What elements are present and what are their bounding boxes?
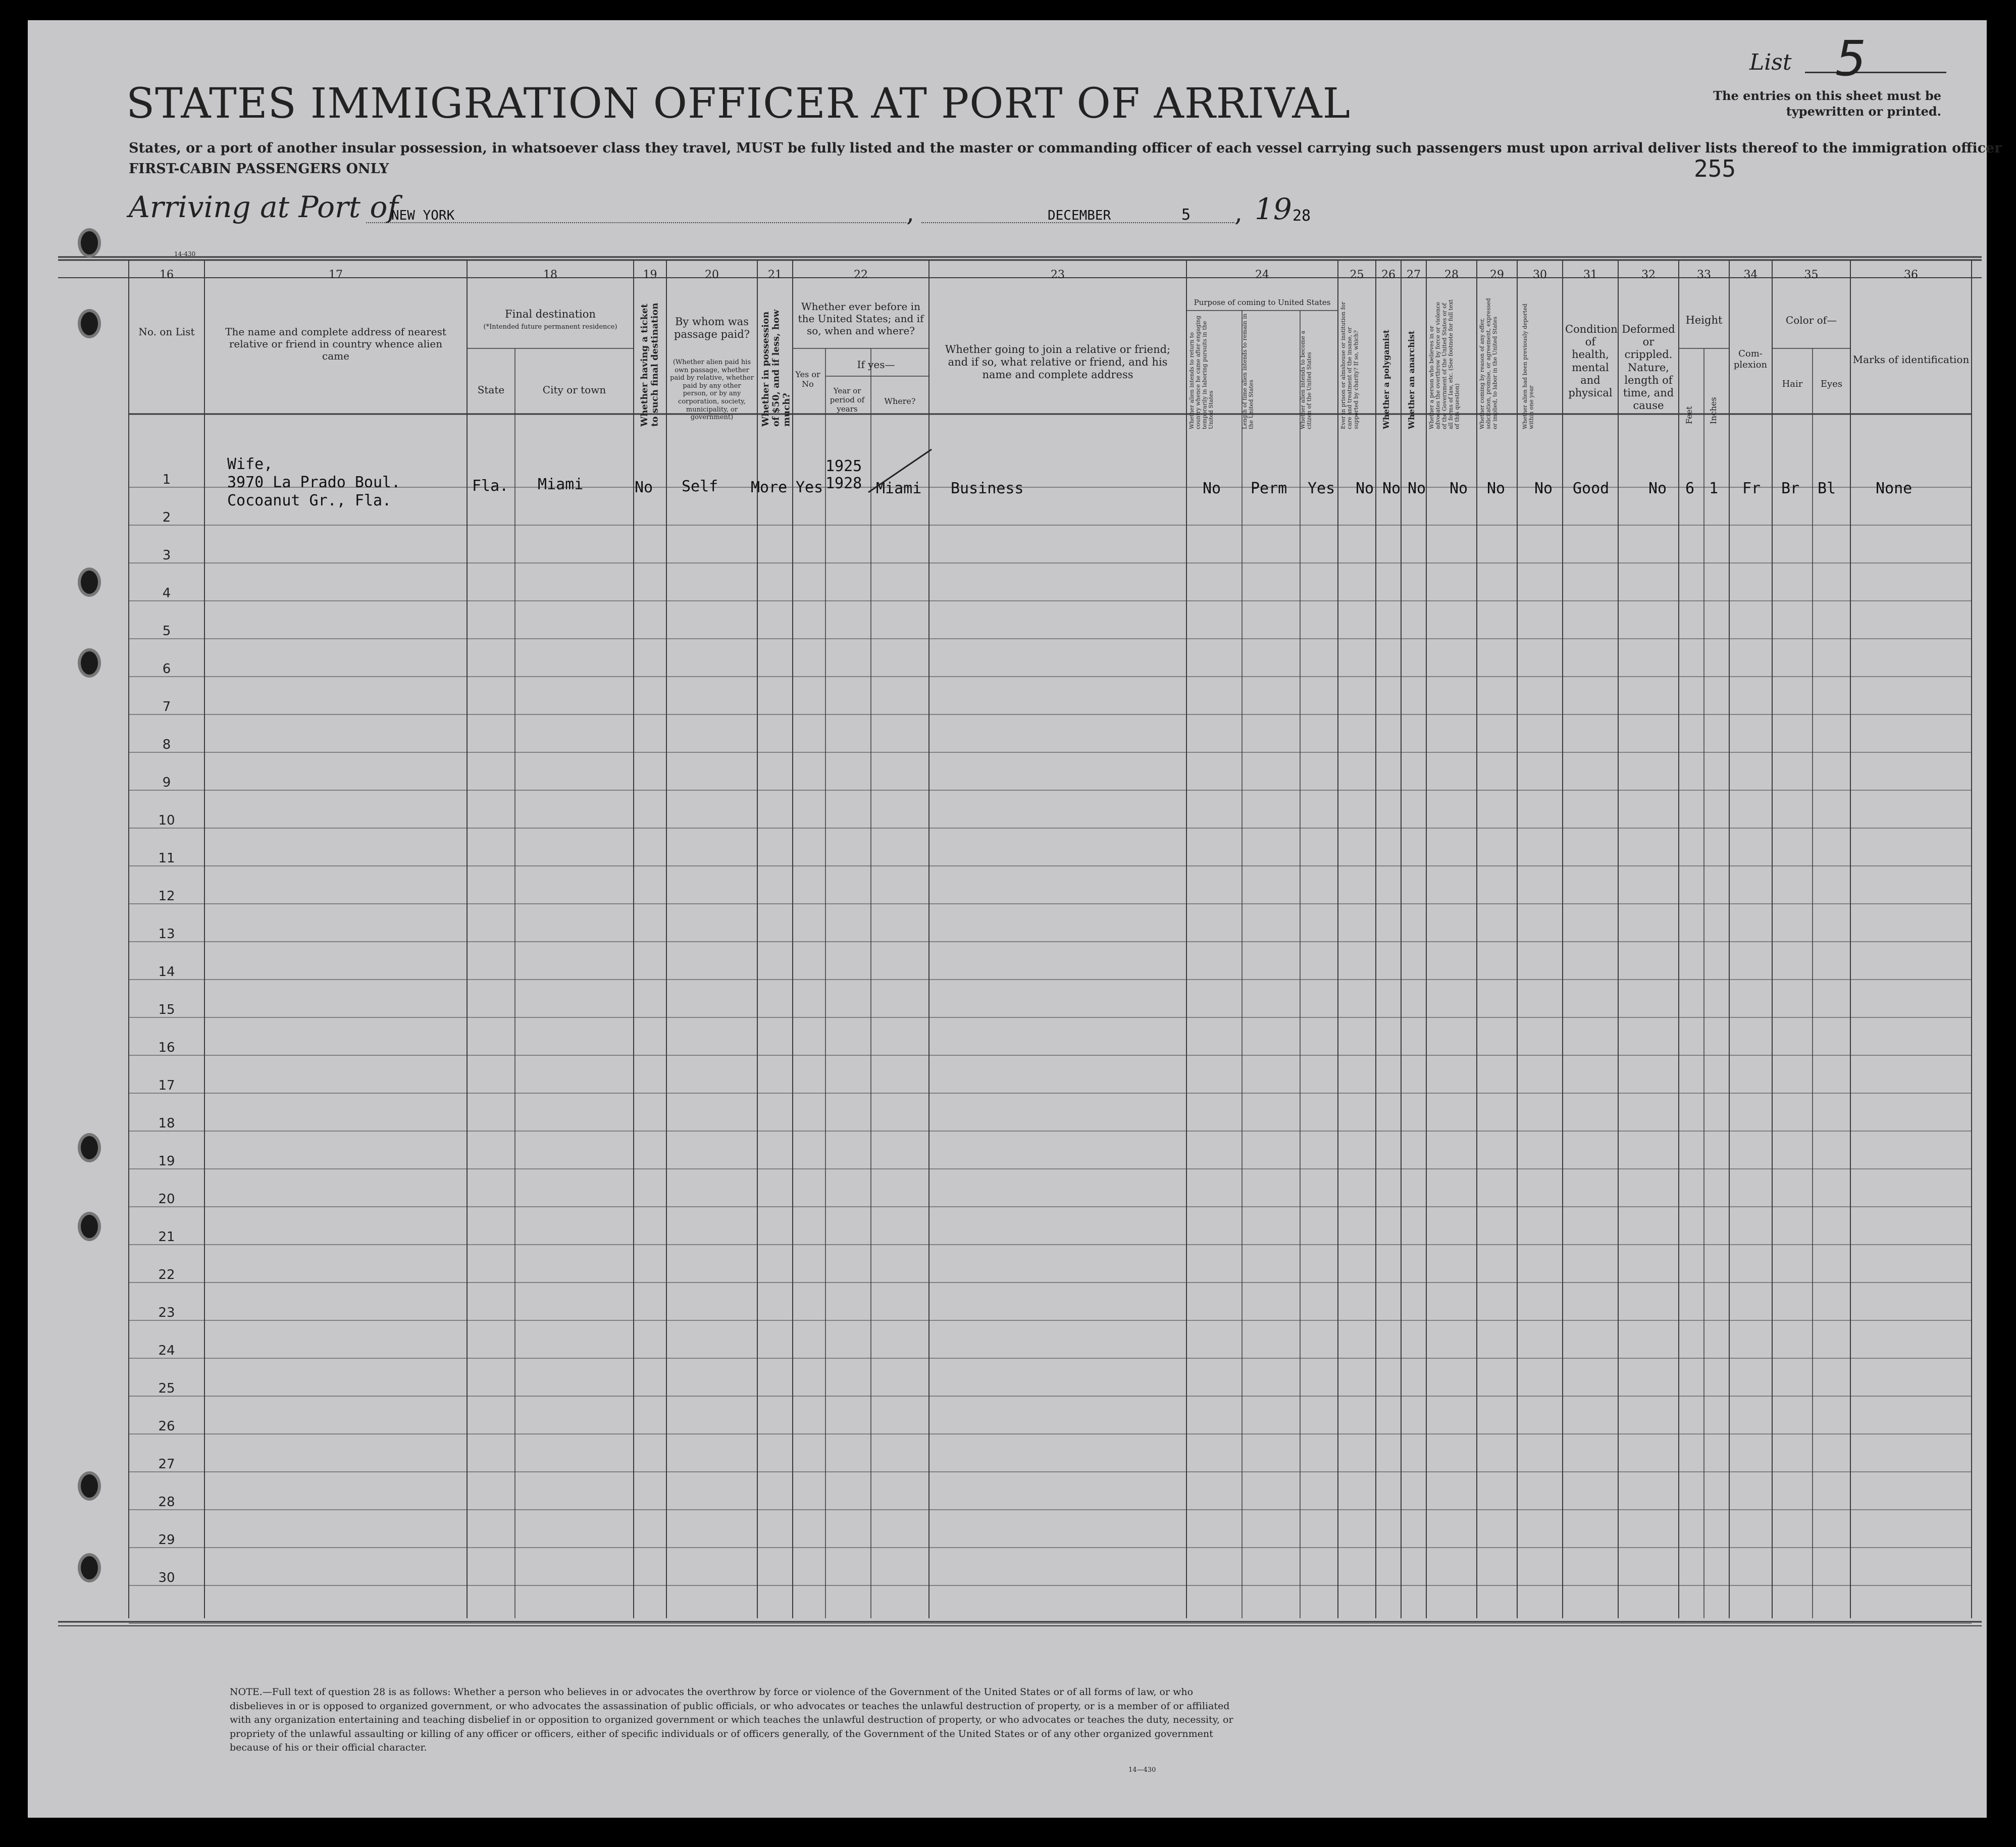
col-30-number: 30 <box>1533 269 1547 281</box>
col-33-inches: Inches <box>1709 397 1718 424</box>
col-32-label: Deformed or crippled. Nature, length of time, and cause <box>1622 323 1675 412</box>
month-value: DECEMBER <box>1048 208 1111 223</box>
col-17-number: 17 <box>329 269 343 281</box>
polygamist-value: No <box>1382 480 1401 497</box>
col-33-number: 33 <box>1697 269 1711 281</box>
col-26-number: 26 <box>1381 269 1395 281</box>
overthrow-value: No <box>1450 480 1468 497</box>
deported-value: No <box>1534 480 1553 497</box>
footnote-code: 14—430 <box>1128 1766 1156 1774</box>
col-21-number: 21 <box>768 269 782 281</box>
binder-hole-icon <box>78 568 101 597</box>
col-33-label: Height <box>1685 314 1723 326</box>
col-21-label: Whether in possession of $50, and if less, how much? <box>760 309 792 427</box>
passage-paid-value: Self <box>682 478 718 495</box>
manifest-sheet <box>28 20 2002 1818</box>
row-number: 28 <box>158 1495 175 1510</box>
row-number: 13 <box>158 927 175 942</box>
height-feet-value: 6 <box>1685 480 1695 497</box>
col-36-number: 36 <box>1904 269 1918 281</box>
binder-hole-icon <box>78 1471 101 1501</box>
col-33-feet: Feet <box>1684 406 1694 424</box>
labor-offer-value: No <box>1487 480 1506 497</box>
footnote: NOTE.—Full text of question 28 is as follows: Whether a person who believes in or advocates the overthrow by force or violence of the Government of the United States or of all forms of law, or who disbelieves in or is opposed to organized government, or who advocates the assassination of public officials, or who advocates or teaches the unlawful destruction of property, or is a member of or affiliated with any organization entertaining and teaching disbelief in or opposition to organized government or which teaches the unlawful destruction of property, or who advocates or teaches the duty, necessity, or propriety of the unlawful assaulting or killing of any officer or officers, either of specific individuals or of officers generally, of the Government of the United States or of any other organized government because of his or their official character. <box>230 1686 1233 1754</box>
row-number: 1 <box>162 472 171 487</box>
relative-line-3: Cocoanut Gr., Fla. <box>227 492 392 509</box>
col-19-number: 19 <box>643 269 657 281</box>
class-line: FIRST-CABIN PASSENGERS ONLY <box>129 161 389 177</box>
row-number: 7 <box>162 699 171 714</box>
col-34-label: Com-plexion <box>1733 348 1768 370</box>
day-value: 5 <box>1181 206 1191 224</box>
marks-value: None <box>1876 480 1912 497</box>
col-32-number: 32 <box>1641 269 1656 281</box>
instructions-text: States, or a port of another insular possession, in whatsoever class they travel, MUST be fully listed and the master or commanding officer of each vessel carrying such passengers must upon arrival deliver lists thereof to the immigration officer <box>129 140 2002 156</box>
money-value: More <box>751 479 788 496</box>
comma: , <box>906 198 914 227</box>
col-22-ifyes: If yes— <box>857 358 895 371</box>
prison-value: No <box>1356 480 1374 497</box>
row-number: 26 <box>158 1419 175 1434</box>
col-34-number: 34 <box>1743 269 1758 281</box>
comma-2: , <box>1234 198 1243 227</box>
col-18-label: Final destination <box>505 308 596 320</box>
col-24-return: Whether alien intends to return to country whence he came after engaging temporarily in laboring pursuits in the United States <box>1188 315 1214 429</box>
binder-hole-icon <box>78 648 101 678</box>
relative-line-2: 3970 La Prado Boul. <box>227 474 401 491</box>
deformed-value: No <box>1648 480 1667 497</box>
table-grid <box>28 20 1987 1818</box>
relative-line-1: Wife, <box>227 455 273 473</box>
col-35-label: Color of— <box>1785 314 1837 326</box>
row-number: 20 <box>158 1192 175 1207</box>
before-in-us-value: Yes <box>796 479 823 496</box>
row-number: 29 <box>158 1532 175 1548</box>
col-22-yesno: Yes or No <box>795 370 820 389</box>
city-value: Miami <box>538 476 584 493</box>
health-value: Good <box>1573 480 1610 497</box>
row-number: 24 <box>158 1343 175 1358</box>
col-22-label: Whether ever before in the United States; and if so, when and where? <box>798 300 924 337</box>
col-23-label: Whether going to join a relative or friend; and if so, what relative or friend, and his name and complete address <box>945 343 1171 381</box>
binder-hole-icon <box>78 309 101 338</box>
col-29-label: Whether coming by reason of any offer, solicitation, promise, or agreement, expressed or implied, to labor in the United States <box>1479 298 1498 429</box>
row-number: 25 <box>158 1381 175 1396</box>
row-number: 15 <box>158 1002 175 1017</box>
page-title: STATES IMMIGRATION OFFICER AT PORT OF ARRIVAL <box>126 80 1351 128</box>
ticket-value: No <box>635 479 653 496</box>
col-27-number: 27 <box>1407 269 1421 281</box>
binder-hole-icon <box>78 1212 101 1241</box>
citizen-intent-value: Yes <box>1308 480 1335 497</box>
year-suffix: 28 <box>1293 207 1311 225</box>
year-prefix: 19 <box>1255 192 1292 226</box>
row-number: 23 <box>158 1305 175 1320</box>
col-27-label: Whether an anarchist <box>1407 330 1416 429</box>
row-number: 27 <box>158 1457 175 1472</box>
row-number: 9 <box>162 775 171 790</box>
row-number: 12 <box>158 889 175 904</box>
col-24-length: Length of time alien intends to remain in the United States <box>1242 314 1255 429</box>
row-number: 10 <box>158 813 175 828</box>
col-30-label: Whether alien had been previously deported within one year <box>1522 303 1535 429</box>
height-inches-value: 1 <box>1709 480 1719 497</box>
row-number: 5 <box>162 624 171 639</box>
year-to-value: 1928 <box>825 475 862 492</box>
binder-hole-icon <box>78 228 101 258</box>
row-number: 3 <box>162 548 171 563</box>
eyes-value: Bl <box>1818 480 1836 497</box>
row-number: 21 <box>158 1229 175 1245</box>
year-from-value: 1925 <box>825 457 862 475</box>
row-number: 17 <box>158 1078 175 1093</box>
length-of-stay-value: Perm <box>1251 480 1287 497</box>
list-number: 5 <box>1835 30 1867 87</box>
hair-value: Br <box>1781 480 1800 497</box>
col-35-number: 35 <box>1804 269 1819 281</box>
col-17-label: The name and complete address of nearest relative or friend in country whence alien came <box>225 326 446 362</box>
row-number: 4 <box>162 586 171 601</box>
col-36-label: Marks of identification <box>1852 353 1970 366</box>
return-intent-value: No <box>1203 480 1221 497</box>
joining-value: Business <box>951 480 1024 497</box>
binder-hole-icon <box>78 1553 101 1582</box>
complexion-value: Fr <box>1742 480 1761 497</box>
col-31-number: 31 <box>1583 269 1597 281</box>
binder-hole-icon <box>78 1133 101 1162</box>
row-number: 18 <box>158 1116 175 1131</box>
col-28-label: Whether a person who believes in or advocates the overthrow by force or violence of the Government of the United States or of all forms of law, etc. (See footnote for full text of this question) <box>1428 299 1461 429</box>
col-18-state: State <box>477 384 505 396</box>
page-number: 255 <box>1694 155 1736 182</box>
form-code: 14-430 <box>174 250 196 258</box>
where-value: Miami <box>876 480 922 497</box>
col-18-number: 18 <box>543 269 557 281</box>
row-number: 16 <box>158 1040 175 1055</box>
col-22-years: Year or period of years <box>830 386 865 414</box>
state-value: Fla. <box>472 477 509 495</box>
col-24-number: 24 <box>1255 269 1269 281</box>
col-18-city: City or town <box>542 384 606 396</box>
col-19-label: Whether having a ticket to such final destination <box>639 302 660 427</box>
anarchist-value: No <box>1408 480 1426 497</box>
row-number: 8 <box>162 737 171 752</box>
col-16-number: 16 <box>160 269 174 281</box>
col-22-number: 22 <box>854 269 868 281</box>
row-number: 19 <box>158 1154 175 1169</box>
arriving-label: Arriving at Port of <box>129 190 398 224</box>
col-31-label: Condition of health, mental and physical <box>1565 323 1618 399</box>
row-number: 14 <box>158 964 175 980</box>
typewritten-note: The entries on this sheet must be typewritten or printed. <box>1713 88 1941 119</box>
col-20-sublabel: (Whether alien paid his own passage, whether paid by relative, whether paid by any other person, or by any corporation, society, municipality, or government) <box>670 358 754 422</box>
col-20-number: 20 <box>705 269 719 281</box>
row-number: 11 <box>158 851 175 866</box>
row-number: 30 <box>158 1570 175 1585</box>
col-26-label: Whether a polygamist <box>1381 329 1391 429</box>
col-35-hair: Hair <box>1782 379 1803 389</box>
row-number: 22 <box>158 1267 175 1282</box>
col-25-label: Ever in prison or almshouse or institution for care and treatment of the insane, or supported by charity? If so, which? <box>1340 301 1360 429</box>
col-24-label: Purpose of coming to United States <box>1194 298 1331 307</box>
col-23-number: 23 <box>1051 269 1065 281</box>
port-value: NEW YORK <box>391 208 455 223</box>
row-number: 6 <box>162 661 171 677</box>
col-22-where: Where? <box>884 396 916 406</box>
col-18-sublabel: (*Intended future permanent residence) <box>483 323 617 331</box>
col-20-label: By whom was passage paid? <box>674 316 750 341</box>
row-number: 2 <box>162 510 171 525</box>
col-24-citizen: Whether alien intends to become a citizen of the United States <box>1300 330 1313 429</box>
list-label: List <box>1749 49 1792 75</box>
col-29-number: 29 <box>1490 269 1504 281</box>
col-35-eyes: Eyes <box>1820 379 1843 389</box>
col-28-number: 28 <box>1444 269 1459 281</box>
col-16-label: No. on List <box>138 326 195 338</box>
col-25-number: 25 <box>1350 269 1364 281</box>
check-mark <box>866 444 937 500</box>
